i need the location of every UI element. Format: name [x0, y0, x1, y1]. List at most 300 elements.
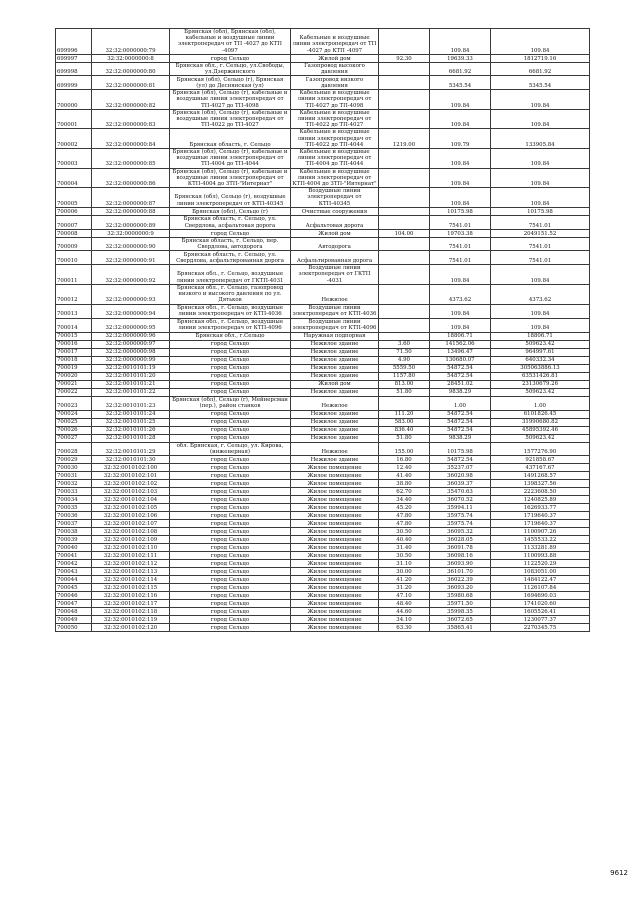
cell-unit-value: 36039.37: [430, 479, 491, 487]
cell-cadastral-number: 32:32:0000000:94: [92, 304, 170, 318]
table-row: [56, 237, 590, 250]
cell-cadastral-value: 109.84: [491, 304, 590, 318]
cell-object-type: Нежилое здание: [291, 388, 379, 396]
cell-row-id: 700027: [56, 434, 92, 442]
cell-address: город Сельцо: [170, 567, 291, 575]
cell-area: [379, 318, 430, 332]
table-row: [56, 615, 590, 623]
cell-row-id: 700029: [56, 455, 92, 463]
table-row: [56, 109, 590, 129]
cell-object-type: Нежилое: [291, 442, 379, 455]
cell-cadastral-value: 640332.34: [491, 356, 590, 364]
table-row: [56, 62, 590, 75]
cell-cadastral-value: 1126107.84: [491, 583, 590, 591]
cell-unit-value: 35975.74: [430, 519, 491, 527]
cell-cadastral-value: 509623.42: [491, 340, 590, 348]
cell-unit-value: 35975.74: [430, 511, 491, 519]
cell-row-id: 699996: [56, 29, 92, 55]
cell-address: город Сельцо: [170, 54, 291, 62]
cell-area: [379, 251, 430, 265]
cell-object-type: Жилое помещение: [291, 543, 379, 551]
cell-object-type: Жилое помещение: [291, 591, 379, 599]
cell-unit-value: 35971.50: [430, 599, 491, 607]
cell-cadastral-value: 1719640.37: [491, 511, 590, 519]
cell-row-id: 700012: [56, 284, 92, 304]
cell-object-type: Жилое помещение: [291, 559, 379, 567]
cell-row-id: 700015: [56, 332, 92, 340]
cell-cadastral-number: 32:32:0010101:21: [92, 380, 170, 388]
cell-address: город Сельцо: [170, 487, 291, 495]
cell-cadastral-number: 32:32:0010101:22: [92, 388, 170, 396]
cell-cadastral-value: 18806.71: [491, 332, 590, 340]
cell-cadastral-number: 32:32:0010102:119: [92, 615, 170, 623]
cell-unit-value: 109.84: [430, 29, 491, 55]
cell-cadastral-number: 32:32:0010102:110: [92, 543, 170, 551]
cell-cadastral-value: 23130679.26: [491, 380, 590, 388]
cell-unit-value: 54872.54: [430, 364, 491, 372]
cell-object-type: Кабельные и воздушные линии электропередач от ТП-4022 до ТП-4044: [291, 129, 379, 149]
cell-area: 836.40: [379, 426, 430, 434]
cell-cadastral-number: 32:32:0000000:83: [92, 109, 170, 129]
cell-cadastral-value: 1626933.77: [491, 503, 590, 511]
cell-area: [379, 284, 430, 304]
cell-address: город Сельцо: [170, 434, 291, 442]
cell-cadastral-number: 32:32:0010101:25: [92, 418, 170, 426]
cell-unit-value: 130680.07: [430, 356, 491, 364]
cell-area: 51.80: [379, 388, 430, 396]
cell-unit-value: 36098.16: [430, 551, 491, 559]
cell-cadastral-number: 32:32:0010102:120: [92, 623, 170, 631]
cell-object-type: Нежилое здание: [291, 418, 379, 426]
cell-row-id: 700001: [56, 109, 92, 129]
cell-unit-value: 109.84: [430, 188, 491, 208]
cell-cadastral-number: 32:32:0010102:115: [92, 583, 170, 591]
cell-unit-value: 28451.02: [430, 380, 491, 388]
cell-unit-value: 109.84: [430, 168, 491, 188]
cell-row-id: 700040: [56, 543, 92, 551]
cell-unit-value: 36028.05: [430, 535, 491, 543]
cell-area: 41.20: [379, 575, 430, 583]
cell-unit-value: 10175.98: [430, 207, 491, 215]
table-row: [56, 527, 590, 535]
cell-object-type: Жилой дом: [291, 54, 379, 62]
cell-unit-value: 35980.68: [430, 591, 491, 599]
cell-cadastral-number: 32:32:0000000:9: [92, 229, 170, 237]
table-row: [56, 348, 590, 356]
cell-row-id: 700019: [56, 364, 92, 372]
cell-unit-value: 109.84: [430, 304, 491, 318]
cell-cadastral-value: 1240825.89: [491, 495, 590, 503]
table-row: [56, 426, 590, 434]
cell-unit-value: 36093.90: [430, 559, 491, 567]
cell-object-type: Нежилое здание: [291, 348, 379, 356]
cell-cadastral-value: 1455533.22: [491, 535, 590, 543]
table-row: [56, 76, 590, 90]
cell-row-id: 700028: [56, 442, 92, 455]
cell-area: 71.50: [379, 348, 430, 356]
cell-address: Брянская (обл), Сельцо (г), воздушные линии электропередач от КТП-40345: [170, 188, 291, 208]
cell-cadastral-value: 1484122.47: [491, 575, 590, 583]
cell-unit-value: 18806.71: [430, 332, 491, 340]
cell-address: город Сельцо: [170, 511, 291, 519]
cell-address: город Сельцо: [170, 471, 291, 479]
cell-row-id: 700005: [56, 188, 92, 208]
cell-area: [379, 304, 430, 318]
cell-area: 155.00: [379, 442, 430, 455]
cell-area: [379, 29, 430, 55]
cell-row-id: 700048: [56, 607, 92, 615]
cell-row-id: 700004: [56, 168, 92, 188]
table-row: [56, 559, 590, 567]
table-row: [56, 434, 590, 442]
table-row: [56, 340, 590, 348]
cell-cadastral-number: 32:32:0010102:107: [92, 519, 170, 527]
cell-address: город Сельцо: [170, 495, 291, 503]
cell-cadastral-value: 1741020.60: [491, 599, 590, 607]
cell-unit-value: 109.84: [430, 90, 491, 110]
cell-unit-value: 35237.07: [430, 463, 491, 471]
cell-object-type: Жилое помещение: [291, 519, 379, 527]
cell-cadastral-value: 1812719.16: [491, 54, 590, 62]
cell-area: [379, 90, 430, 110]
cell-address: город Сельцо: [170, 575, 291, 583]
cell-object-type: Жилое помещение: [291, 567, 379, 575]
cell-row-id: 700009: [56, 237, 92, 250]
cell-cadastral-value: 305063886.13: [491, 364, 590, 372]
cell-row-id: 700038: [56, 527, 92, 535]
cell-unit-value: 109.84: [430, 109, 491, 129]
cell-unit-value: 54872.54: [430, 426, 491, 434]
cell-cadastral-value: 7541.01: [491, 237, 590, 250]
cell-object-type: Очистные сооружения: [291, 207, 379, 215]
cell-row-id: 700031: [56, 471, 92, 479]
cell-cadastral-value: 109.84: [491, 29, 590, 55]
cell-unit-value: 36072.65: [430, 615, 491, 623]
cell-object-type: Кабельные и воздушные линии электропередач от ТП-4022 до ТП-4027: [291, 109, 379, 129]
cell-address: Брянская область, г. Сельцо, ул. Свердлова, асфальтированная дорога: [170, 251, 291, 265]
cell-cadastral-number: 32:32:0000000:90: [92, 237, 170, 250]
cell-cadastral-value: 109.84: [491, 149, 590, 169]
cell-row-id: 700002: [56, 129, 92, 149]
cell-cadastral-number: 32:32:0010102:109: [92, 535, 170, 543]
cell-address: город Сельцо: [170, 543, 291, 551]
cell-unit-value: 109.84: [430, 265, 491, 285]
table-row: [56, 251, 590, 265]
cell-address: город Сельцо: [170, 418, 291, 426]
table-row: [56, 463, 590, 471]
cell-row-id: 700033: [56, 487, 92, 495]
cell-address: город Сельцо: [170, 348, 291, 356]
cell-area: 31.40: [379, 543, 430, 551]
cell-unit-value: 9838.29: [430, 388, 491, 396]
cell-cadastral-number: 32:32:0010101:20: [92, 372, 170, 380]
cell-object-type: Жилое помещение: [291, 527, 379, 535]
cell-object-type: Кабельные и воздушные линии электропередач от ТП-4004 до ТП-4044: [291, 149, 379, 169]
cell-area: 30.00: [379, 567, 430, 575]
cell-object-type: Жилое помещение: [291, 479, 379, 487]
cell-cadastral-value: 1122520.29: [491, 559, 590, 567]
cell-row-id: 699997: [56, 54, 92, 62]
cell-cadastral-number: 32:32:0000000:99: [92, 356, 170, 364]
cell-cadastral-number: 32:32:0010102:102: [92, 479, 170, 487]
cell-cadastral-value: 109.84: [491, 265, 590, 285]
cell-cadastral-value: 6101826.45: [491, 410, 590, 418]
cell-area: 5559.50: [379, 364, 430, 372]
cell-cadastral-value: 509623.42: [491, 434, 590, 442]
cell-unit-value: 9838.29: [430, 434, 491, 442]
table-row: [56, 284, 590, 304]
cell-area: 1157.80: [379, 372, 430, 380]
cell-unit-value: 35470.63: [430, 487, 491, 495]
cell-row-id: 700032: [56, 479, 92, 487]
cell-row-id: 700014: [56, 318, 92, 332]
cell-object-type: Нежилое здание: [291, 410, 379, 418]
cell-unit-value: 35994.11: [430, 503, 491, 511]
cell-row-id: 700000: [56, 90, 92, 110]
cell-area: 16.80: [379, 455, 430, 463]
cell-area: 3.60: [379, 340, 430, 348]
cell-cadastral-value: 109.84: [491, 90, 590, 110]
table-row: [56, 442, 590, 455]
table-row: [56, 318, 590, 332]
cell-address: город Сельцо: [170, 527, 291, 535]
cell-cadastral-number: 32:32:0000000:86: [92, 168, 170, 188]
cell-object-type: Жилое помещение: [291, 599, 379, 607]
cell-cadastral-number: 32:32:0010102:118: [92, 607, 170, 615]
cell-address: город Сельцо: [170, 591, 291, 599]
cell-area: [379, 265, 430, 285]
cell-cadastral-number: 32:32:0000000:82: [92, 90, 170, 110]
table-row: [56, 551, 590, 559]
cell-cadastral-number: 32:32:0000000:79: [92, 29, 170, 55]
cell-cadastral-number: 32:32:0000000:98: [92, 348, 170, 356]
cell-area: [379, 237, 430, 250]
cell-cadastral-number: 32:32:0010102:105: [92, 503, 170, 511]
cell-address: город Сельцо: [170, 607, 291, 615]
cell-row-id: 700013: [56, 304, 92, 318]
cell-row-id: 700042: [56, 559, 92, 567]
cell-object-type: Автодорога: [291, 237, 379, 250]
cell-cadastral-value: 109.84: [491, 188, 590, 208]
cell-address: Брянская обл., г.Сельцо: [170, 332, 291, 340]
cell-cadastral-number: 32:32:0000000:97: [92, 340, 170, 348]
cell-cadastral-value: 1605526.41: [491, 607, 590, 615]
cell-unit-value: 13496.47: [430, 348, 491, 356]
cell-object-type: Жилое помещение: [291, 607, 379, 615]
cell-area: 40.40: [379, 535, 430, 543]
cell-area: [379, 207, 430, 215]
cell-address: Брянская область, г. Сельцо, пер. Свердлова, автодорога: [170, 237, 291, 250]
cell-row-id: 700044: [56, 575, 92, 583]
table-row: [56, 149, 590, 169]
cell-address: Брянская обл., г. Сельцо, воздушные линии электропередач от ГКТП-4031: [170, 265, 291, 285]
table-row: [56, 495, 590, 503]
cell-cadastral-value: 7541.01: [491, 251, 590, 265]
cell-cadastral-value: 509623.42: [491, 388, 590, 396]
cell-cadastral-number: 32:32:0010102:114: [92, 575, 170, 583]
cell-address: город Сельцо: [170, 479, 291, 487]
cell-cadastral-value: 109.84: [491, 318, 590, 332]
cell-cadastral-value: 1577276.90: [491, 442, 590, 455]
cell-cadastral-value: 964997.61: [491, 348, 590, 356]
cell-cadastral-number: 32:32:0010102:106: [92, 511, 170, 519]
cell-address: город Сельцо: [170, 463, 291, 471]
cell-row-id: 700030: [56, 463, 92, 471]
cell-object-type: Жилое помещение: [291, 575, 379, 583]
cell-cadastral-number: 32:32:0000000:8: [92, 54, 170, 62]
page-number: 9612: [610, 869, 628, 877]
table-row: [56, 575, 590, 583]
table-row: [56, 511, 590, 519]
cell-area: 31.10: [379, 559, 430, 567]
cell-cadastral-number: 32:32:0010101:26: [92, 426, 170, 434]
cell-area: [379, 168, 430, 188]
cell-cadastral-value: 1398327.56: [491, 479, 590, 487]
cell-address: город Сельцо: [170, 559, 291, 567]
table-row: [56, 54, 590, 62]
table-row: [56, 479, 590, 487]
cell-unit-value: 36101.70: [430, 567, 491, 575]
cell-unit-value: 36093.20: [430, 583, 491, 591]
cell-cadastral-number: 32:32:0010101:24: [92, 410, 170, 418]
cell-object-type: Нежилое здание: [291, 426, 379, 434]
cell-row-id: 700021: [56, 380, 92, 388]
cell-cadastral-value: 1083051.00: [491, 567, 590, 575]
cell-cadastral-value: 921858.67: [491, 455, 590, 463]
cell-object-type: Жилой дом: [291, 229, 379, 237]
cell-cadastral-value: 6681.92: [491, 62, 590, 75]
cell-area: [379, 396, 430, 410]
cell-cadastral-value: 7541.01: [491, 215, 590, 229]
table-row: [56, 396, 590, 410]
cell-area: 30.50: [379, 527, 430, 535]
cell-address: город Сельцо: [170, 364, 291, 372]
cell-row-id: 700022: [56, 388, 92, 396]
cell-cadastral-value: 437167.67: [491, 463, 590, 471]
cell-unit-value: 141562.06: [430, 340, 491, 348]
cell-area: 31.20: [379, 583, 430, 591]
table-body: [56, 29, 590, 632]
cell-row-id: 700046: [56, 591, 92, 599]
table-row: [56, 332, 590, 340]
cell-cadastral-number: 32:32:0000000:81: [92, 76, 170, 90]
cell-unit-value: 54872.54: [430, 418, 491, 426]
cell-cadastral-number: 32:32:0000000:95: [92, 318, 170, 332]
cell-address: Брянская обл., г. Сельцо, воздушные линии электропередач от КТП-4036: [170, 304, 291, 318]
cell-cadastral-value: 4373.62: [491, 284, 590, 304]
cell-unit-value: 109.84: [430, 318, 491, 332]
cell-row-id: 700024: [56, 410, 92, 418]
cell-object-type: Кабельные и воздушные линии электропередач от ТП-4027 до ТП-4098: [291, 90, 379, 110]
cell-area: 41.40: [379, 471, 430, 479]
cell-row-id: 700045: [56, 583, 92, 591]
cell-unit-value: 5345.54: [430, 76, 491, 90]
table-row: [56, 519, 590, 527]
cell-address: город Сельцо: [170, 623, 291, 631]
cell-row-id: 700017: [56, 348, 92, 356]
cell-object-type: Газопровод высокого давления: [291, 62, 379, 75]
cell-object-type: Жилой дом: [291, 380, 379, 388]
cell-cadastral-value: 1.00: [491, 396, 590, 410]
cell-cadastral-value: 1133281.89: [491, 543, 590, 551]
cell-address: Брянская (обл), Сельцо (г), кабельные и воздушные линии электропередач от ТП-4022 до ТП-4027: [170, 109, 291, 129]
cell-cadastral-number: 32:32:0000000:80: [92, 62, 170, 75]
cell-object-type: Жилое помещение: [291, 615, 379, 623]
cell-address: город Сельцо: [170, 599, 291, 607]
cell-area: 4.90: [379, 356, 430, 364]
cell-unit-value: 7541.01: [430, 251, 491, 265]
cell-cadastral-number: 32:32:0010102:117: [92, 599, 170, 607]
cell-area: 62.70: [379, 487, 430, 495]
table-row: [56, 471, 590, 479]
cell-cadastral-value: 63531426.81: [491, 372, 590, 380]
cell-area: 47.80: [379, 511, 430, 519]
cell-address: Брянская (обл), Сельцо (г), Брянская (ул) до Деснянская (ул): [170, 76, 291, 90]
cell-area: 111.20: [379, 410, 430, 418]
cell-row-id: 699999: [56, 76, 92, 90]
cell-cadastral-number: 32:32:0000000:85: [92, 149, 170, 169]
cell-area: 47.10: [379, 591, 430, 599]
cell-area: 12.40: [379, 463, 430, 471]
cell-cadastral-number: 32:32:0000000:88: [92, 207, 170, 215]
cell-object-type: Жилое помещение: [291, 583, 379, 591]
cell-area: 45.20: [379, 503, 430, 511]
table-row: [56, 591, 590, 599]
cell-cadastral-number: 32:32:0010102:101: [92, 471, 170, 479]
cell-object-type: Жилое помещение: [291, 471, 379, 479]
cell-address: город Сельцо: [170, 426, 291, 434]
cell-address: город Сельцо: [170, 519, 291, 527]
cell-row-id: 700020: [56, 372, 92, 380]
cell-cadastral-value: 109.84: [491, 168, 590, 188]
cell-cadastral-number: 32:32:0010102:108: [92, 527, 170, 535]
cell-unit-value: 54872.54: [430, 455, 491, 463]
cell-unit-value: 109.79: [430, 129, 491, 149]
cell-object-type: Воздушные линии электропередач от КТП-40345: [291, 188, 379, 208]
cell-row-id: 700050: [56, 623, 92, 631]
table-row: [56, 207, 590, 215]
cell-row-id: 700023: [56, 396, 92, 410]
cell-cadastral-number: 32:32:0010101:28: [92, 434, 170, 442]
cell-address: город Сельцо: [170, 535, 291, 543]
cell-cadastral-number: 32:32:0000000:91: [92, 251, 170, 265]
cell-cadastral-value: 10175.98: [491, 207, 590, 215]
cell-object-type: Воздушные линии электропередач от ГКТП -4031: [291, 265, 379, 285]
cell-object-type: Нежилое здание: [291, 356, 379, 364]
cell-cadastral-value: 1694690.03: [491, 591, 590, 599]
cell-cadastral-number: 32:32:0000000:92: [92, 265, 170, 285]
cell-row-id: 700011: [56, 265, 92, 285]
cell-unit-value: 36070.52: [430, 495, 491, 503]
cell-object-type: Воздушные линии электропередач от КТП-4036: [291, 304, 379, 318]
cell-cadastral-number: 32:32:0010102:112: [92, 559, 170, 567]
cell-address: Брянская обл., г. Сельцо, воздушные линии электропередач от КТП-4096: [170, 318, 291, 332]
cell-row-id: 700016: [56, 340, 92, 348]
cell-area: [379, 332, 430, 340]
table-row: [56, 364, 590, 372]
cell-row-id: 700025: [56, 418, 92, 426]
cell-row-id: 700006: [56, 207, 92, 215]
cell-cadastral-number: 32:32:0010102:103: [92, 487, 170, 495]
table-row: [56, 90, 590, 110]
cell-address: город Сельцо: [170, 583, 291, 591]
cell-area: 38.80: [379, 479, 430, 487]
cell-unit-value: 10175.98: [430, 442, 491, 455]
cell-row-id: 700036: [56, 511, 92, 519]
cell-object-type: Кабельные и воздушные линии электропередач от КТП-4004 до ЗТП-"Интернат": [292, 168, 377, 188]
cell-cadastral-number: 32:32:0010101:19: [92, 364, 170, 372]
cell-area: 813.00: [379, 380, 430, 388]
